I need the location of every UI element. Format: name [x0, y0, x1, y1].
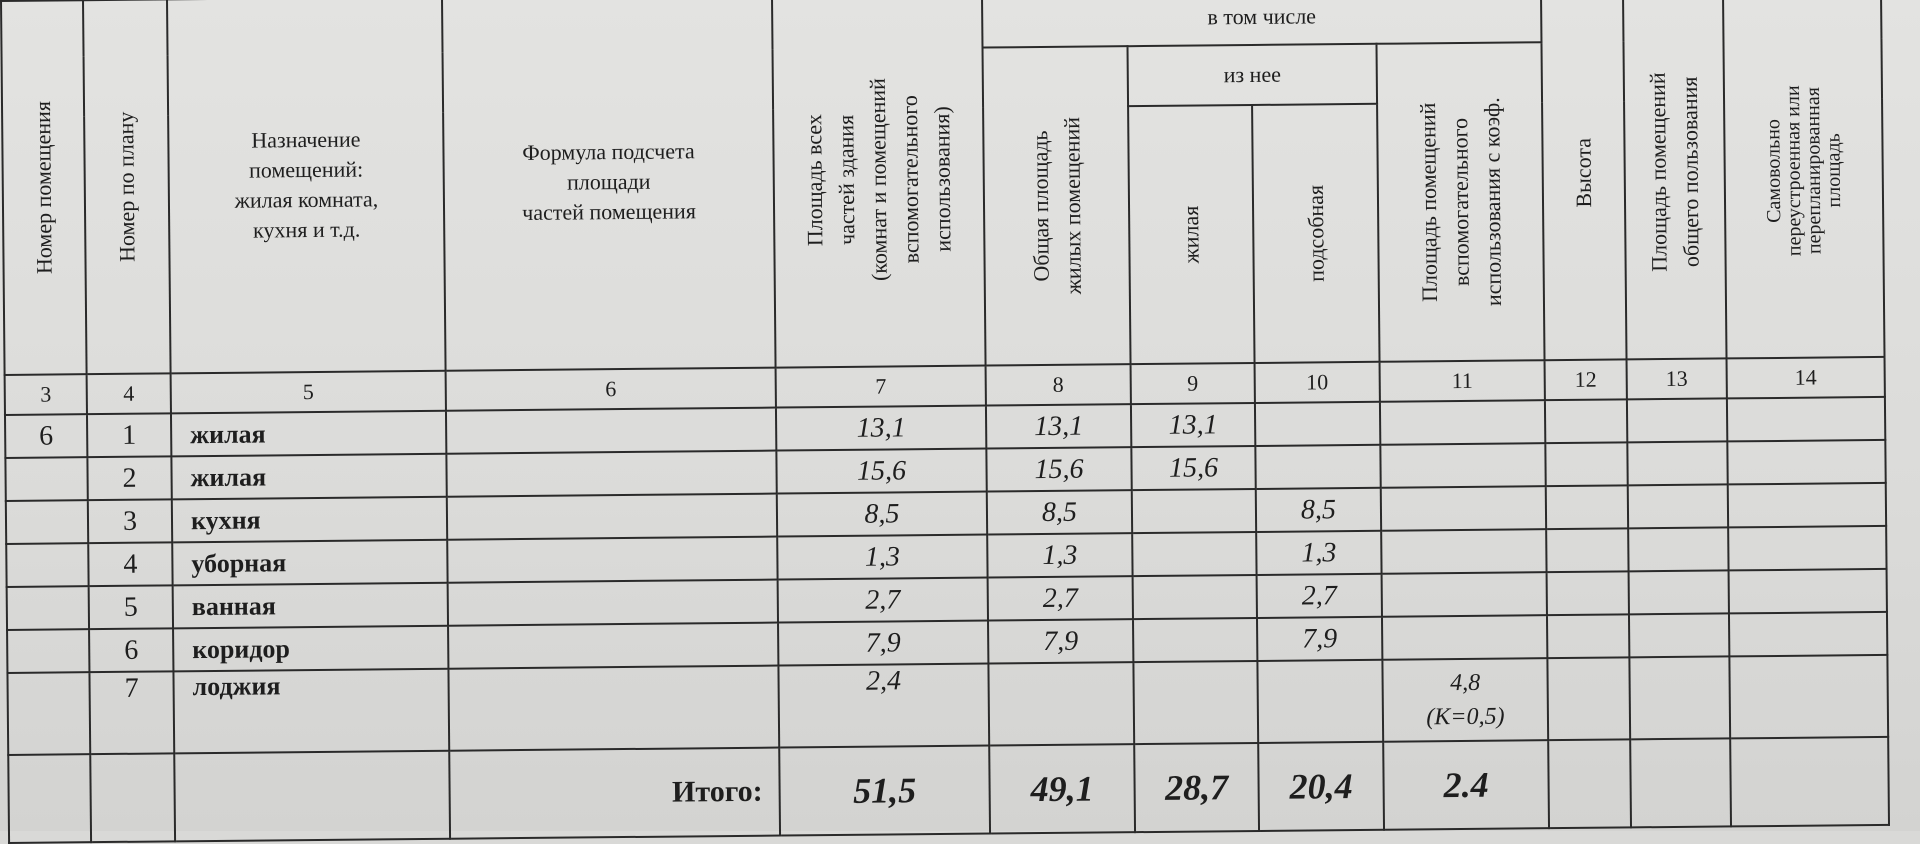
living-sum: 28,7 [1134, 743, 1259, 832]
header-total-area: Площадь всех частей здания (комнат и помещений вспомогательного использования) [772, 0, 986, 368]
formula-cell [448, 623, 778, 669]
coef-sum: 2.4 [1383, 740, 1549, 830]
room-purpose-cell: ванная [173, 583, 448, 629]
room-purpose-cell: жилая [171, 411, 446, 457]
total-area-sum: 51,5 [779, 746, 990, 836]
plan-number-cell: 6 [89, 628, 173, 672]
column-number: 5 [171, 371, 446, 414]
coef-cell [1382, 615, 1547, 660]
living-cell [1133, 661, 1258, 744]
total-area-cell: 7,9 [778, 621, 988, 666]
unauthorized-area-cell [1727, 440, 1885, 485]
room-number-cell [7, 629, 89, 673]
coef-cell [1381, 486, 1546, 531]
total-area-cell: 1,3 [777, 535, 987, 580]
auxiliary-cell: 1,3 [1256, 531, 1381, 575]
formula-cell [448, 666, 779, 751]
living-total-sum: 49,1 [989, 744, 1135, 833]
header-common-use-area: Площадь помещений общего пользования [1623, 0, 1727, 359]
plan-number-cell: 2 [87, 456, 171, 500]
living-total-cell: 1,3 [987, 533, 1132, 577]
height-cell [1545, 399, 1627, 443]
header-plan-number: Номер по плану [83, 0, 171, 374]
common-area-cell [1627, 441, 1727, 485]
column-number: 8 [986, 364, 1131, 405]
column-number: 14 [1727, 357, 1885, 399]
header-group-of-it: из нее [1127, 44, 1377, 106]
auxiliary-cell [1255, 445, 1380, 489]
living-cell [1132, 489, 1256, 533]
room-number-cell [6, 543, 88, 587]
column-number: 13 [1627, 358, 1727, 399]
coef-cell: 4,8 (K=0,5) [1382, 658, 1548, 742]
living-total-cell: 15,6 [986, 447, 1131, 491]
total-area-cell: 15,6 [776, 449, 986, 494]
common-area-cell [1628, 527, 1728, 571]
common-area-cell [1629, 613, 1729, 657]
plan-number-cell: 3 [88, 499, 172, 543]
coef-cell [1382, 572, 1547, 617]
living-total-cell: 2,7 [988, 576, 1133, 620]
common-area-cell [1629, 656, 1730, 739]
coef-cell [1380, 443, 1545, 488]
living-cell: 15,6 [1131, 446, 1255, 490]
column-number: 11 [1380, 360, 1545, 402]
total-area-cell: 8,5 [777, 492, 987, 537]
room-number-cell [5, 457, 87, 501]
auxiliary-cell: 8,5 [1256, 488, 1381, 532]
living-cell [1132, 532, 1256, 576]
height-cell [1547, 571, 1629, 615]
column-number: 6 [446, 368, 776, 411]
plan-number-cell: 5 [89, 585, 173, 629]
room-number-cell [7, 672, 90, 755]
header-unauthorized-area: Самовольно переустроенная или перепланированная площадь [1723, 0, 1885, 358]
total-area-cell: 2,7 [778, 578, 988, 623]
unauthorized-area-cell [1727, 397, 1885, 442]
header-living-total-area: Общая площадь жилых помещений [983, 46, 1131, 365]
unauthorized-area-cell [1729, 569, 1887, 614]
column-number: 4 [87, 373, 171, 414]
header-auxiliary: подсобная [1252, 104, 1379, 363]
formula-cell [446, 451, 776, 497]
plan-number-cell: 4 [88, 542, 172, 586]
height-cell [1547, 614, 1629, 658]
auxiliary-cell [1257, 660, 1383, 743]
room-number-cell [6, 500, 88, 544]
column-number: 12 [1545, 359, 1627, 400]
column-number: 3 [5, 374, 87, 415]
column-number: 10 [1255, 362, 1380, 403]
column-number: 9 [1131, 363, 1255, 404]
room-purpose-cell: лоджия [173, 669, 449, 754]
coef-cell [1381, 529, 1546, 574]
formula-cell [447, 537, 777, 583]
common-area-cell [1627, 398, 1727, 442]
totals-label: Итого: [449, 748, 780, 839]
auxiliary-cell [1255, 402, 1380, 446]
living-cell: 13,1 [1131, 403, 1255, 447]
coef-cell [1380, 400, 1545, 445]
auxiliary-sum: 20,4 [1258, 742, 1384, 831]
height-cell [1547, 657, 1630, 740]
header-group-in-total: в том числе [982, 0, 1542, 48]
total-area-cell: 13,1 [776, 406, 986, 451]
totals-row [8, 737, 1889, 843]
living-total-cell [988, 662, 1134, 745]
room-number-cell [7, 586, 89, 630]
living-cell [1133, 618, 1257, 662]
header-auxiliary-coef-area: Площадь помещений вспомогательного использования с коэф. [1376, 42, 1544, 362]
plan-number-cell: 1 [87, 413, 171, 457]
room-number-cell: 6 [5, 414, 87, 458]
column-number: 7 [776, 366, 986, 408]
formula-cell [446, 408, 776, 454]
living-total-cell: 8,5 [987, 490, 1132, 534]
plan-number-cell: 7 [89, 671, 174, 754]
room-purpose-cell: жилая [171, 454, 446, 500]
unauthorized-area-cell [1728, 483, 1886, 528]
auxiliary-cell: 2,7 [1257, 574, 1382, 618]
living-total-cell: 7,9 [988, 619, 1133, 663]
common-area-cell [1629, 570, 1729, 614]
header-living: жилая [1128, 105, 1254, 364]
auxiliary-cell: 7,9 [1257, 617, 1382, 661]
header-room-number: Номер помещения [1, 0, 87, 375]
room-purpose-cell: кухня [172, 497, 447, 543]
common-area-cell [1628, 484, 1728, 528]
unauthorized-area-cell [1729, 612, 1887, 657]
header-room-purpose: Назначение помещений: жилая комната, кухня и т.д. [167, 0, 446, 373]
unauthorized-area-cell [1728, 526, 1886, 571]
room-purpose-cell: коридор [173, 626, 448, 672]
room-purpose-cell: уборная [172, 540, 447, 586]
living-total-cell: 13,1 [986, 404, 1131, 448]
formula-cell [448, 580, 778, 626]
living-cell [1133, 575, 1257, 619]
formula-cell [447, 494, 777, 540]
height-cell [1546, 528, 1628, 572]
unauthorized-area-cell [1729, 655, 1888, 739]
height-cell [1545, 442, 1627, 486]
header-height: Высота [1541, 0, 1627, 360]
total-area-cell: 2,4 [778, 664, 989, 748]
header-area-formula: Формула подсчета площади частей помещения [442, 0, 776, 371]
height-cell [1546, 485, 1628, 529]
